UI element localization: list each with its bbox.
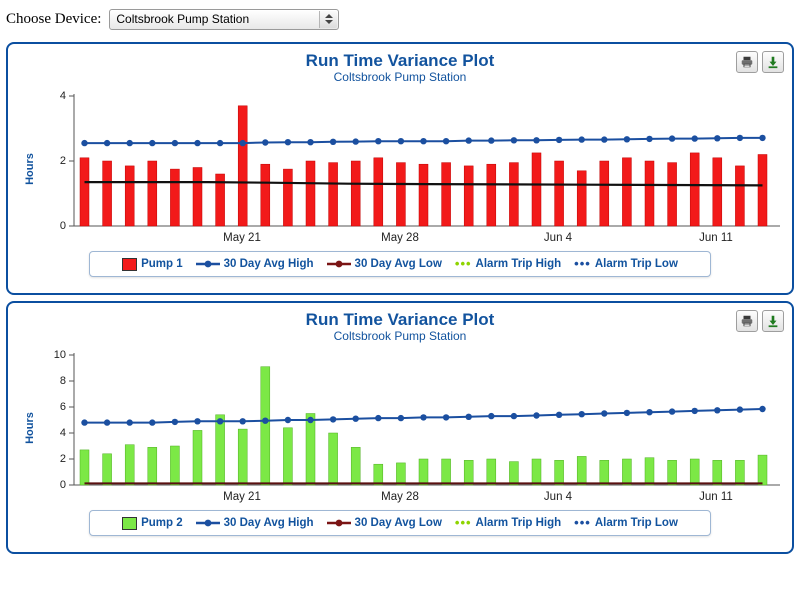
chart-svg-pump1 (8, 86, 792, 251)
panel-title: Run Time Variance Plot (305, 310, 495, 329)
device-select[interactable] (109, 9, 339, 30)
svg-text:2: 2 (59, 155, 66, 167)
svg-text:2: 2 (59, 453, 66, 465)
legend-label: 30 Day Avg High (223, 517, 314, 529)
legend-swatch-line (327, 259, 351, 269)
legend-swatch-line (327, 518, 351, 528)
svg-text:Jun 4: Jun 4 (543, 491, 573, 503)
legend-label: Alarm Trip High (475, 258, 562, 270)
chart-legend-pump2 (89, 510, 711, 536)
panel-subtitle: Coltsbrook Pump Station (333, 70, 467, 84)
legend-swatch-box (122, 258, 137, 271)
legend-swatch-dotted: ••• (574, 515, 591, 530)
legend-item-avg-low[interactable] (327, 517, 442, 529)
legend-swatch-dotted: ••• (454, 256, 472, 271)
chevron-down-icon (325, 20, 333, 24)
legend-label: 30 Day Avg Low (354, 517, 442, 529)
svg-text:6: 6 (59, 401, 66, 413)
chevron-up-icon (325, 14, 333, 18)
legend-item-avg-low[interactable] (327, 258, 442, 270)
chart-panel-pump2 (6, 301, 794, 554)
legend-item-alarm-low[interactable] (574, 517, 678, 529)
legend-item-pump2[interactable] (122, 517, 183, 530)
svg-text:Jun 11: Jun 11 (699, 491, 733, 503)
device-select-value: Coltsbrook Pump Station (116, 12, 250, 26)
svg-text:0: 0 (59, 479, 66, 491)
legend-swatch-box (122, 517, 137, 530)
svg-text:May 28: May 28 (381, 491, 419, 503)
line-markers-avg-high (81, 135, 765, 147)
legend-swatch-dotted: ••• (454, 515, 472, 530)
chevron-updown-icon[interactable] (319, 11, 337, 28)
svg-text:May 21: May 21 (223, 232, 261, 244)
bar-series-pump1 (80, 106, 767, 226)
printer-icon[interactable] (736, 51, 758, 73)
legend-label: Alarm Trip High (475, 517, 562, 529)
svg-text:10: 10 (53, 349, 66, 361)
legend-label: 30 Day Avg High (223, 258, 314, 270)
x-axis-ticks (223, 232, 733, 244)
svg-text:May 21: May 21 (223, 491, 261, 503)
device-chooser-label: Choose Device: (6, 10, 102, 27)
legend-item-alarm-high[interactable] (455, 258, 561, 270)
panel-title: Run Time Variance Plot (305, 51, 495, 70)
download-icon[interactable] (762, 51, 784, 73)
bar-series-pump2 (80, 367, 767, 485)
device-chooser-bar (0, 0, 800, 38)
svg-text:8: 8 (59, 375, 66, 387)
legend-item-pump1[interactable] (122, 258, 183, 271)
svg-text:4: 4 (59, 90, 66, 102)
legend-swatch-line (196, 518, 220, 528)
legend-label: Alarm Trip Low (594, 258, 678, 270)
line-markers-avg-high (81, 406, 765, 426)
legend-item-avg-high[interactable] (196, 258, 314, 270)
legend-label: Alarm Trip Low (594, 517, 678, 529)
svg-text:0: 0 (59, 220, 66, 232)
legend-label: 30 Day Avg Low (354, 258, 442, 270)
y-axis-label: Hours (23, 411, 36, 444)
legend-item-alarm-high[interactable] (455, 517, 561, 529)
svg-text:4: 4 (59, 427, 66, 439)
x-axis-ticks (223, 491, 733, 503)
legend-label: Pump 2 (141, 517, 183, 529)
legend-item-avg-high[interactable] (196, 517, 314, 529)
download-icon[interactable] (762, 310, 784, 332)
legend-swatch-dotted: ••• (574, 256, 591, 271)
svg-text:Jun 11: Jun 11 (699, 232, 733, 244)
y-axis-label: Hours (23, 152, 36, 185)
printer-icon[interactable] (736, 310, 758, 332)
panel-toolbar (736, 310, 784, 332)
svg-text:May 28: May 28 (381, 232, 419, 244)
panel-toolbar (736, 51, 784, 73)
legend-item-alarm-low[interactable] (574, 258, 678, 270)
plot-area-pump2 (8, 345, 792, 510)
chart-legend-pump1 (89, 251, 711, 277)
plot-area-pump1 (8, 86, 792, 251)
chart-panel-pump1 (6, 42, 794, 295)
svg-text:Jun 4: Jun 4 (543, 232, 573, 244)
chart-svg-pump2 (8, 345, 792, 510)
legend-swatch-line (196, 259, 220, 269)
panel-subtitle: Coltsbrook Pump Station (333, 329, 467, 343)
legend-label: Pump 1 (141, 258, 183, 270)
